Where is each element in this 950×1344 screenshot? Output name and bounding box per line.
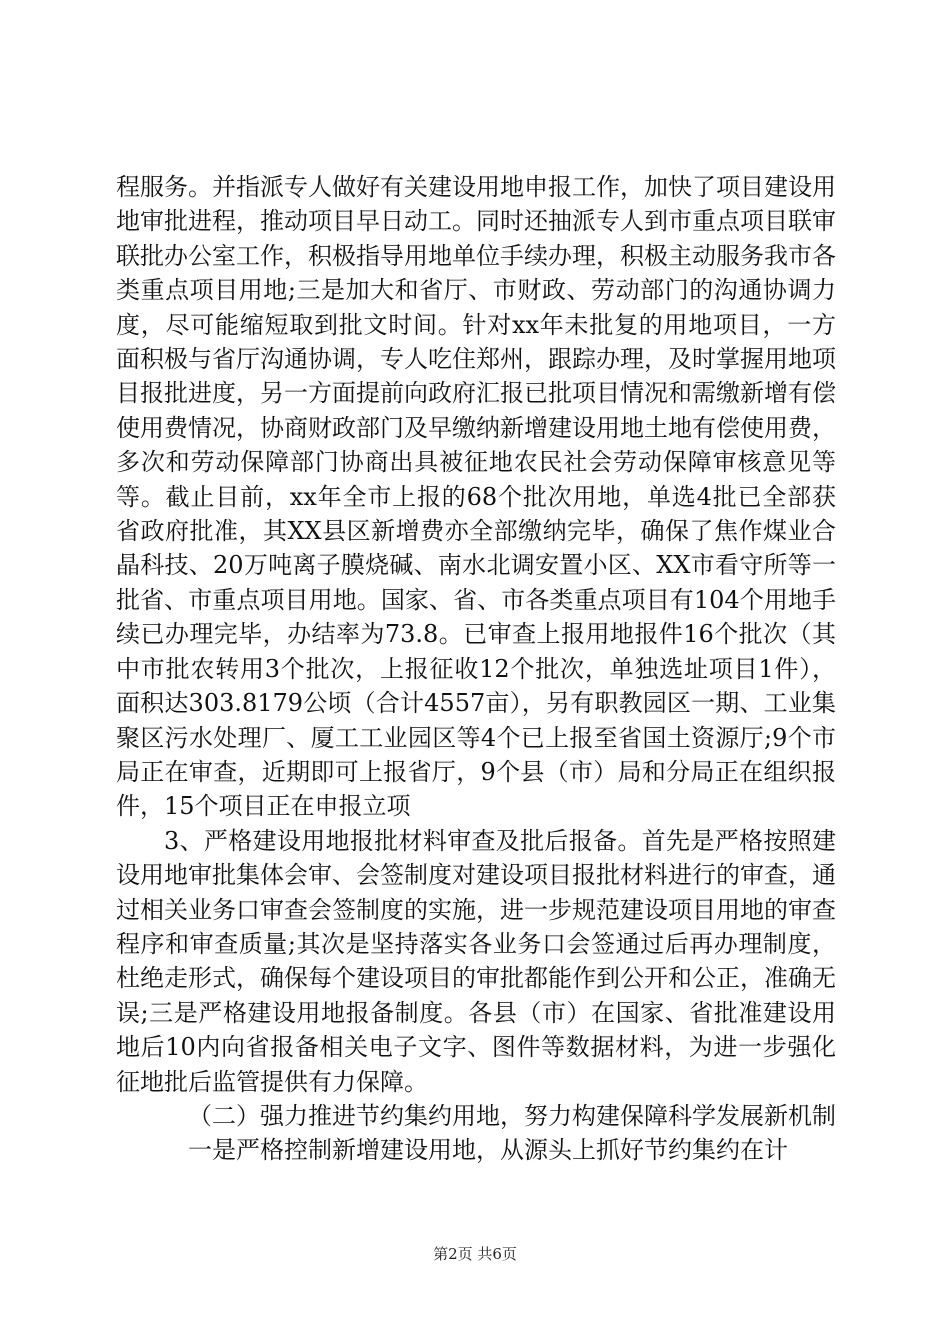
document-body (116, 170, 836, 1168)
section-heading-land-saving: （二）强力推进节约集约用地，努力构建保障科学发展新机制 (188, 1101, 836, 1130)
paragraph-project-approval-service: 程服务。并指派专人做好有关建设用地申报工作，加快了项目建设用地审批进程，推动项目早日动工。同时还抽派专人到市重点项目联审联批办公室工作，积极指导用地单位手续办理，积极主动服务我市各类重点项目用地;三是加大和省厅、市财政、劳动部门的沟通协调力度，尽可能缩短取到批文时间。针对xx年未批复的用地项目，一方面积极与省厅沟通协调，专人吃住郑州，跟踪办理，及时掌握用地项目报批进度，另一方面提前向政府汇报已批项目情况和需缴新增有偿使用费情况，协商财政部门及早缴纳新增建设用地土地有偿使用费，多次和劳动保障部门协商出具被征地农民社会劳动保障审核意见等等。截止目前，xx年全市上报的68个批次用地，单选4批已全部获省政府批准，其XX县区新增费亦全部缴纳完毕，确保了焦作煤业合晶科技、20万吨离子膜烧碱、南水北调安置小区、XX市看守所等一批省、市重点项目用地。国家、省、市各类重点项目有104个用地手续已办理完毕，办结率为73.8。已审查上报用地报件16个批次（其中市批农转用3个批次，上报征收12个批次，单独选址项目1件），面积达303.8179公顷（合计4557亩），另有职教园区一期、工业集聚区污水处理厂、厦工工业园区等4个已上报至省国土资源厅;9个市局正在审查，近期即可上报省厅，9个县（市）局和分局正在组织报件，15个项目正在申报立项 (116, 173, 836, 821)
paragraph-material-review: 3、严格建设用地报批材料审查及批后报备。首先是严格按照建设用地审批集体会审、会签制度对建设项目报批材料进行的审查，通过相关业务口审查会签制度的实施，进一步规范建设项目用地的审查程序和审查质量;其次是坚持落实各业务口会签通过后再办理制度，杜绝走形式，确保每个建设项目的审批都能作到公开和公正，准确无误;三是严格建设用地报备制度。各县（市）在国家、省批准建设用地后10内向省报备相关电子文字、图件等数据材料，为进一步强化征地批后监管提供有力保障。 (116, 826, 836, 1096)
page-number-footer: 第2页 共6页 (433, 1245, 517, 1263)
paragraph-control-new-land: 一是严格控制新增建设用地，从源头上抓好节约集约在计 (188, 1136, 788, 1165)
